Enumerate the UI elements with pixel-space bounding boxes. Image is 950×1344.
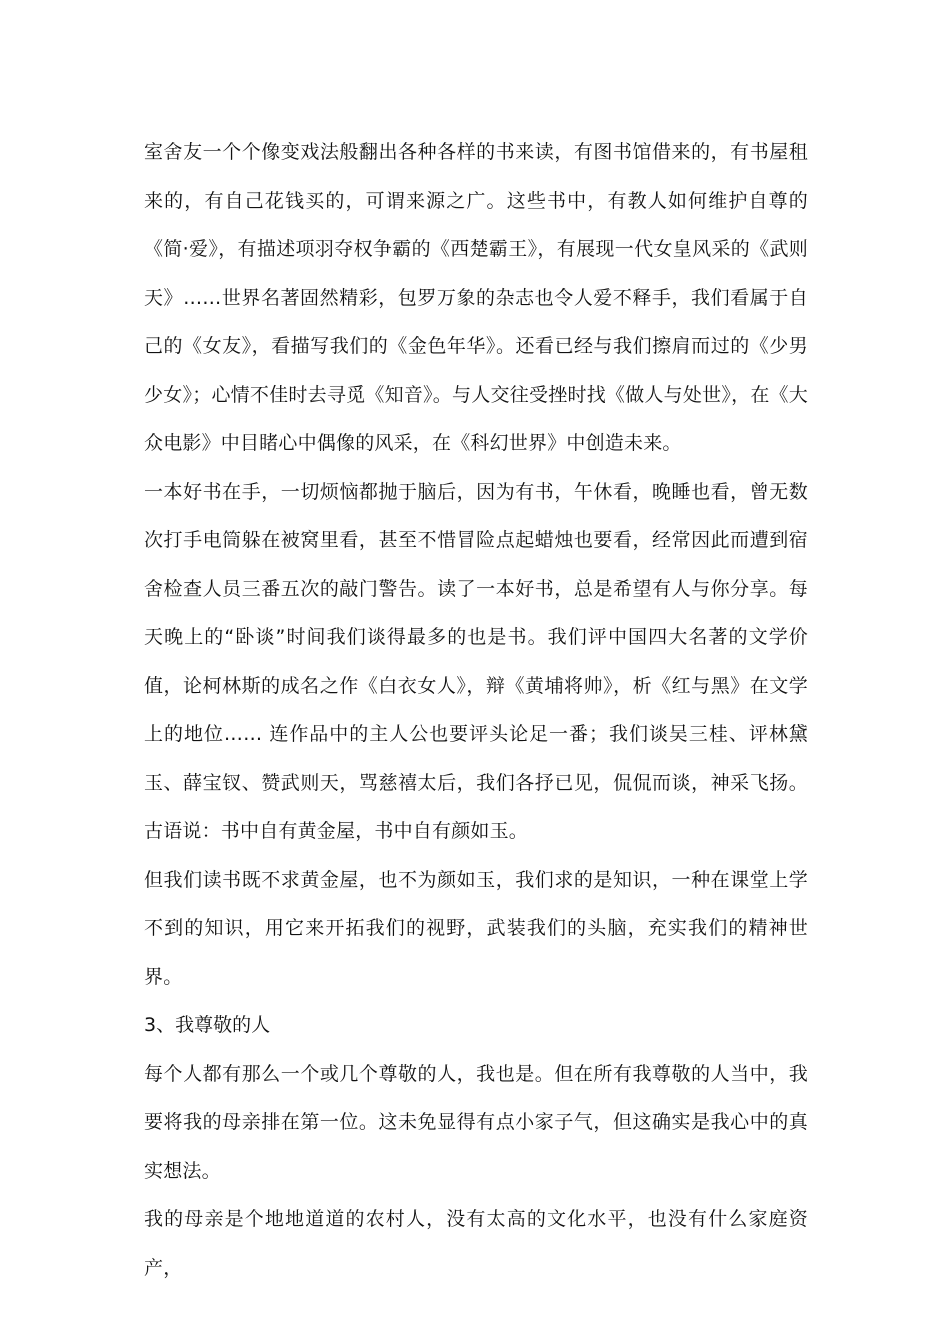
paragraph-good-book: 一本好书在手，一切烦恼都抛于脑后，因为有书，午休看，晚睡也看，曾无数次打手电筒躲在被窝里看，甚至不惜冒险点起蜡烛也要看，经常因此而遭到宿舍检查人员三番五次的敲门警告。读了一本好书，总是希望有人与你分享。每天晚上的“卧谈”时间我们谈得最多的也是书。我们评中国四大名著的文学价值，论柯林斯的成名之作《白衣女人》，辩《黄埔将帅》，析《红与黑》在文学上的地位…… 连作品中的主人公也要评头论足一番；我们谈吴三桂、评林黛玉、薛宝钗、赞武则天，骂慈禧太后，我们各抒已见，侃侃而谈，神采飞扬。古语说：书中自有黄金屋，书中自有颜如玉。 bbox=[144, 480, 808, 842]
document-body bbox=[144, 128, 808, 1292]
paragraph-my-mother: 我的母亲是个地地道道的农村人，没有太高的文化水平，也没有什么家庭资产， bbox=[144, 1208, 808, 1279]
paragraph-respected-person: 每个人都有那么一个或几个尊敬的人，我也是。但在所有我尊敬的人当中，我要将我的母亲排在第一位。这未免显得有点小家子气，但这确实是我心中的真实想法。 bbox=[144, 1062, 808, 1182]
paragraph-knowledge: 但我们读书既不求黄金屋，也不为颜如玉，我们求的是知识，一种在课堂上学不到的知识，用它来开拓我们的视野，武装我们的头脑，充实我们的精神世界。 bbox=[144, 868, 808, 988]
section-heading: 3、我尊敬的人 bbox=[144, 1014, 271, 1036]
paragraph-reading-books: 室舍友一个个像变戏法般翻出各种各样的书来读，有图书馆借来的，有书屋租来的，有自己花钱买的，可谓来源之广。这些书中，有教人如何维护自尊的《简·爱》，有描述项羽夺权争霸的《西楚霸王》，有展现一代女皇风采的《武则天》……世界名著固然精彩，包罗万象的杂志也令人爱不释手，我们看属于自己的《女友》，看描写我们的《金色年华》。还看已经与我们擦肩而过的《少男少女》；心情不佳时去寻觅《知音》。与人交往受挫时找《做人与处世》，在《大众电影》中目睹心中偶像的风采，在《科幻世界》中创造未来。 bbox=[144, 141, 808, 454]
